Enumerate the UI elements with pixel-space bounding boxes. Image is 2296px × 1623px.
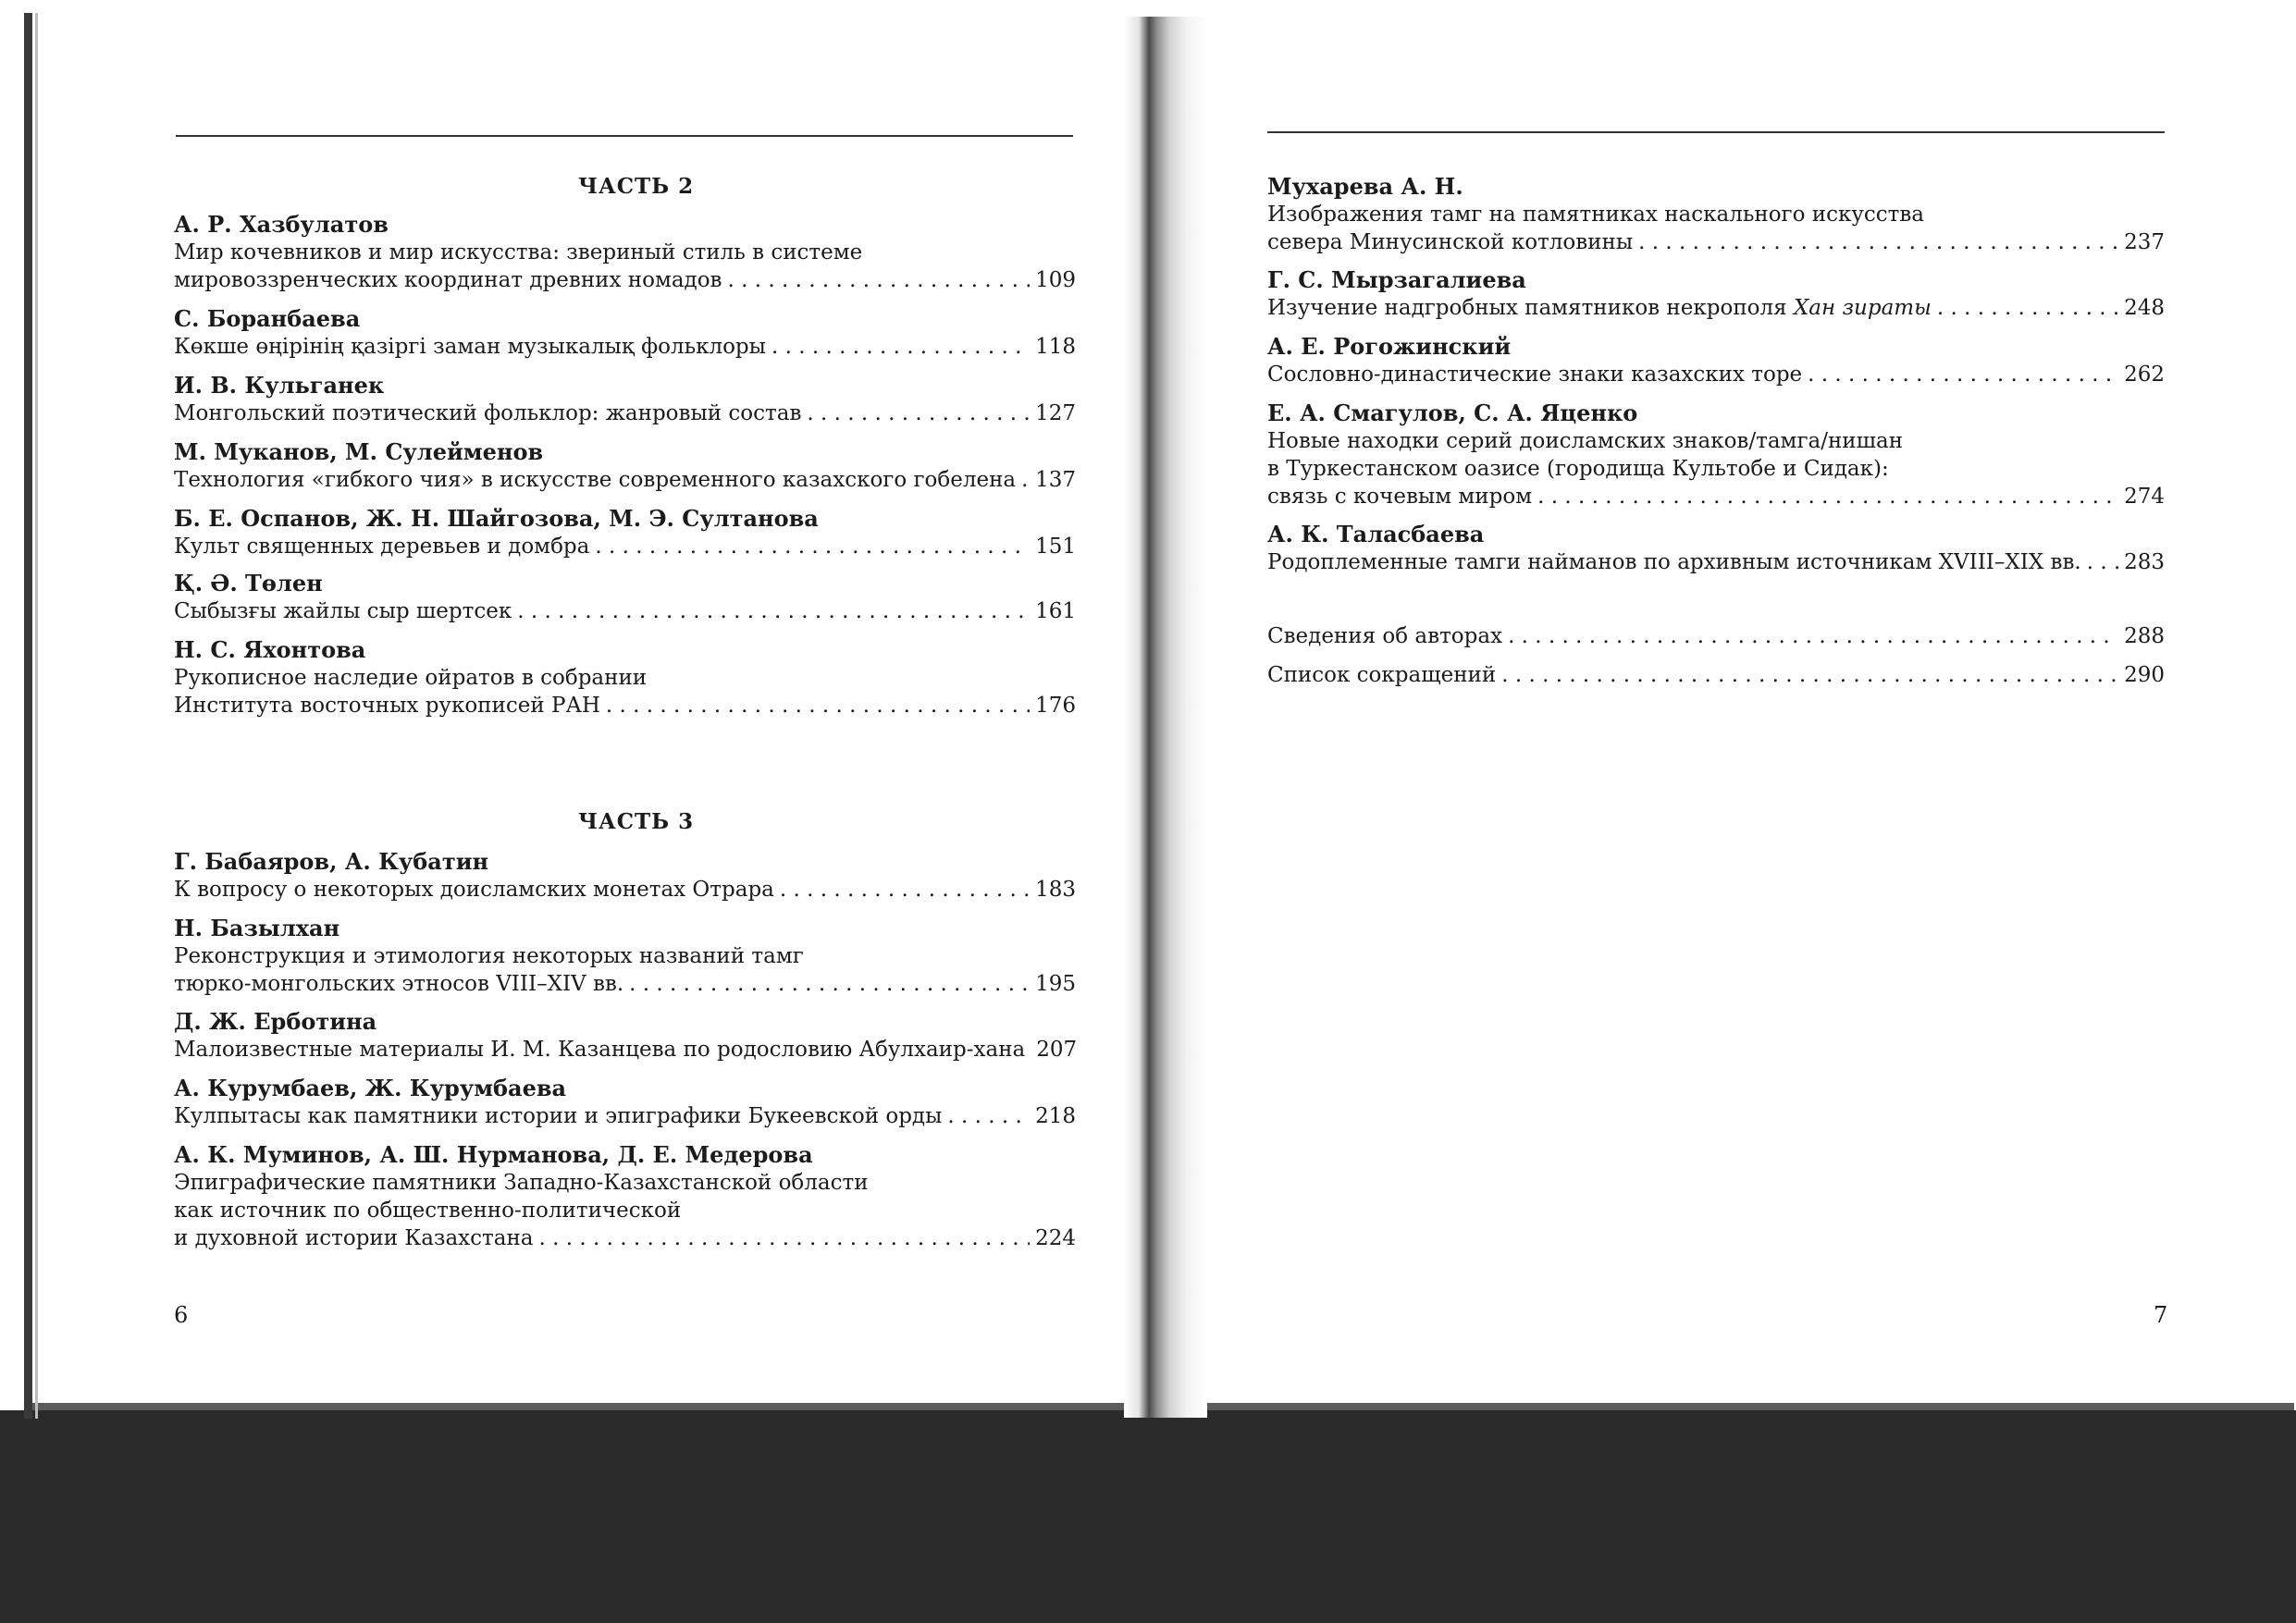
part2-title: ЧАСТЬ 2: [578, 174, 695, 199]
toc-entry: [174, 211, 1076, 294]
entry-author: А. Р. Хазбулатов: [174, 211, 389, 238]
entry-title-line: Эпиграфические памятники Западно-Казахстанской области: [174, 1171, 869, 1195]
leader-dots: [606, 692, 1030, 719]
toc-entry: [174, 848, 1076, 904]
entry-author: М. Муканов, М. Сулейменов: [174, 438, 544, 465]
toc-entry: [174, 372, 1076, 427]
entry-page: 218: [1035, 1104, 1076, 1128]
entry-page: 137: [1035, 468, 1076, 492]
entry-title-line: Рукописное наследие ойратов в собрании: [174, 666, 648, 690]
leader-dots: [1508, 622, 2118, 650]
entry-author: Н. С. Яхонтова: [174, 636, 366, 663]
entry-title-line: Мир кочевников и мир искусства: звериный стиль в системе: [174, 240, 863, 264]
entry-title-row: [174, 266, 1076, 294]
entry-title: Монгольский поэтический фольклор: жанровый состав: [174, 401, 802, 425]
entry-title-row: [1267, 661, 2165, 689]
entry-author: Б. Е. Оспанов, Ж. Н. Шайгозова, М. Э. Султанова: [174, 505, 819, 532]
entry-title-row: [174, 333, 1076, 361]
entry-page: 237: [2124, 230, 2165, 254]
header-rule: [1267, 131, 2165, 133]
entry-page: 290: [2124, 663, 2165, 687]
entry-title: Родоплеменные тамги найманов по архивным источникам XVIII–XIX вв.: [1267, 550, 2081, 574]
leader-dots: [1537, 483, 2118, 510]
leader-dots: [807, 400, 1030, 427]
entry-title-row: [1267, 548, 2165, 576]
entry-title: мировоззренческих координат древних номадов: [174, 268, 722, 292]
toc-entry: [174, 1008, 1076, 1064]
leader-dots: [595, 533, 1030, 560]
entry-author: Мухарева А. Н.: [1267, 173, 1463, 200]
entry-page: 288: [2124, 624, 2165, 648]
entry-author: Қ. Ә. Төлен: [174, 570, 323, 596]
toc-entry: [1267, 173, 2165, 256]
toc-entry-extra: [1267, 661, 2165, 689]
page-number: 7: [2154, 1302, 2168, 1328]
entry-title: Кулпытасы как памятники истории и эпиграфики Букеевской орды: [174, 1104, 943, 1128]
entry-author: Н. Базылхан: [174, 915, 340, 941]
leader-dots: [1638, 228, 2118, 256]
entry-title: связь с кочевым миром: [1267, 485, 1533, 509]
toc-entry: [174, 438, 1076, 494]
entry-author: Г. С. Мырзагалиева: [1267, 266, 1526, 293]
entry-title-row: [174, 970, 1076, 998]
entry-title-text: Изучение надгробных памятников некрополя: [1267, 296, 1794, 320]
entry-author: И. В. Кульганек: [174, 372, 385, 399]
scan-background: [0, 1410, 2296, 1623]
entry-author: А. Курумбаев, Ж. Курумбаева: [174, 1075, 567, 1101]
book-gutter: [1124, 17, 1207, 1418]
entry-title: К вопросу о некоторых доисламских монетах Отрара: [174, 878, 774, 902]
entry-title-row: [174, 597, 1076, 625]
entry-author: Г. Бабаяров, А. Кубатин: [174, 848, 489, 875]
entry-title-row: [1267, 228, 2165, 256]
part3-title: ЧАСТЬ 3: [578, 809, 695, 834]
entry-title: Малоизвестные материалы И. М. Казанцева по родословию Абулхаир-хана: [174, 1038, 1026, 1062]
entry-author: А. Е. Рогожинский: [1267, 333, 1512, 360]
page-edge-shadow: [24, 13, 32, 1419]
entry-title-row: [174, 876, 1076, 904]
entry-author: Д. Ж. Ерботина: [174, 1008, 377, 1035]
header-rule: [176, 135, 1073, 137]
toc-entry: [174, 305, 1076, 361]
entry-title-line: в Туркестанском оазисе (городища Культобе и Сидак):: [1267, 457, 1889, 481]
entry-page: 127: [1035, 401, 1076, 425]
entry-author: А. К. Таласбаева: [1267, 521, 1485, 547]
entry-title: Сведения об авторах: [1267, 624, 1503, 648]
entry-title: Института восточных рукописей РАН: [174, 694, 600, 718]
entry-title: севера Минусинской котловины: [1267, 230, 1634, 254]
toc-entry-extra: [1267, 622, 2165, 650]
leader-dots: [1021, 466, 1030, 494]
entry-author: А. К. Муминов, А. Ш. Нурманова, Д. Е. Медерова: [174, 1141, 813, 1168]
entry-page: 195: [1035, 972, 1076, 996]
toc-entry: [174, 570, 1076, 625]
entry-page: 207: [1036, 1038, 1078, 1062]
entry-page: 151: [1035, 535, 1076, 559]
leader-dots: [728, 266, 1031, 294]
entry-page: 176: [1035, 694, 1076, 718]
left-page: [37, 0, 1124, 1410]
leader-dots: [780, 876, 1030, 904]
toc-entry: [1267, 333, 2165, 388]
entry-title-row: [174, 1036, 1076, 1064]
entry-title: тюрко-монгольских этносов VIII–XIV вв.: [174, 972, 624, 996]
entry-title-row: [1267, 294, 2165, 322]
entry-title: Көкше өңірінің қазіргі заман музыкалық фольклоры: [174, 335, 766, 359]
entry-title-row: [174, 1102, 1076, 1130]
toc-entry: [1267, 400, 2165, 510]
toc-entry: [174, 636, 1076, 719]
toc-entry: [174, 1141, 1076, 1252]
entry-author: Е. А. Смагулов, С. А. Яценко: [1267, 400, 1638, 426]
entry-title: и духовной истории Казахстана: [174, 1226, 534, 1250]
entry-title-italic: Хан зираты: [1793, 296, 1932, 320]
entry-title: Список сокращений: [1267, 663, 1497, 687]
entry-page: 118: [1035, 335, 1076, 359]
leader-dots: [947, 1102, 1030, 1130]
leader-dots: [2087, 548, 2118, 576]
entry-title: Сословно-династические знаки казахских торе: [1267, 363, 1803, 387]
entry-title-line: Новые находки серий доисламских знаков/тамга/нишан: [1267, 429, 1904, 453]
leader-dots: [1501, 661, 2118, 689]
entry-page: 224: [1035, 1226, 1076, 1250]
toc-entry: [174, 915, 1076, 998]
entry-title-row: [174, 1224, 1076, 1252]
entry-title: Сыбызғы жайлы сыр шертсек: [174, 599, 512, 623]
entry-page: 248: [2124, 296, 2165, 320]
entry-title: Культ священных деревьев и домбра: [174, 535, 590, 559]
entry-page: 274: [2124, 485, 2165, 509]
leader-dots: [629, 970, 1030, 998]
toc-entry: [1267, 266, 2165, 322]
entry-title-row: [1267, 361, 2165, 388]
entry-page: 183: [1035, 878, 1076, 902]
entry-title-line: Изображения тамг на памятниках наскального искусства: [1267, 203, 1925, 227]
leader-dots: [539, 1224, 1031, 1252]
entry-title-row: [174, 466, 1076, 494]
entry-title-row: [174, 692, 1076, 719]
leader-dots: [1937, 294, 2118, 322]
toc-entry: [174, 505, 1076, 560]
right-page: [1207, 0, 2296, 1410]
entry-title-line: Реконструкция и этимология некоторых названий тамг: [174, 944, 804, 968]
entry-page: 109: [1035, 268, 1076, 292]
leader-dots: [1808, 361, 2118, 388]
entry-title: Технология «гибкого чия» в искусстве современного казахского гобелена: [174, 468, 1017, 492]
leader-dots: [517, 597, 1030, 625]
entry-author: С. Боранбаева: [174, 305, 361, 332]
entry-page: 161: [1035, 599, 1076, 623]
entry-title-row: [174, 533, 1076, 560]
entry-title-row: [1267, 622, 2165, 650]
page-number: 6: [174, 1302, 189, 1328]
entry-title-row: [1267, 483, 2165, 510]
toc-entry: [1267, 521, 2165, 576]
entry-title-row: [174, 400, 1076, 427]
entry-page: 262: [2124, 363, 2165, 387]
entry-title-line: как источник по общественно-политической: [174, 1199, 682, 1223]
toc-entry: [174, 1075, 1076, 1130]
entry-title: [1267, 294, 1932, 322]
leader-dots: [772, 333, 1030, 361]
entry-page: 283: [2124, 550, 2165, 574]
